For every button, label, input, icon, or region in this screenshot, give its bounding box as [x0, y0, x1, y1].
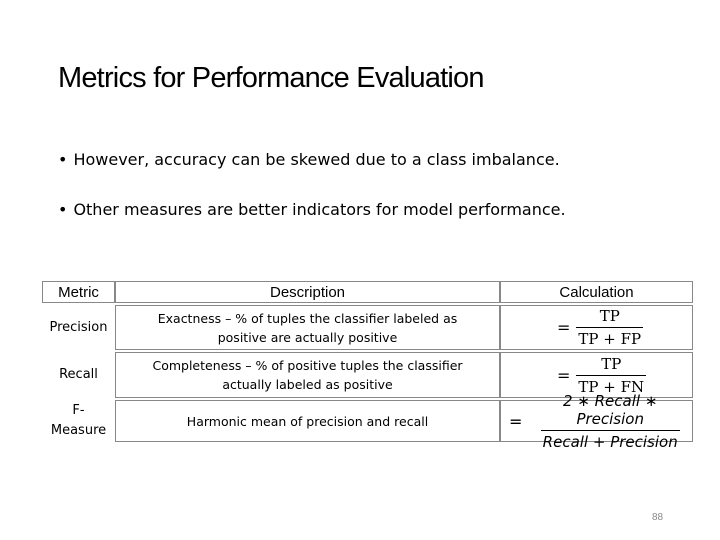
fraction: [576, 307, 643, 348]
metric-f-measure-line1: F-: [72, 403, 85, 418]
header-description: Description: [115, 281, 500, 303]
bullet-icon: •: [58, 200, 68, 219]
equals-sign: =: [557, 318, 571, 337]
denominator: Recall + Precision: [541, 430, 680, 451]
bullet-item: [58, 150, 560, 169]
page-number: 88: [652, 512, 664, 523]
f-measure-formula: [509, 392, 692, 451]
bullet-text: However, accuracy can be skewed due to a class imbalance.: [73, 150, 560, 169]
bullet-item: [58, 200, 566, 219]
calculation-precision: [500, 305, 693, 350]
calculation-f-measure: [500, 391, 693, 451]
header-calculation: Calculation: [500, 281, 693, 303]
numerator: TP: [601, 354, 622, 373]
numerator: TP: [599, 307, 620, 325]
denominator: TP + FP: [576, 327, 643, 348]
metric-recall: Recall: [42, 352, 115, 398]
bullet-icon: •: [58, 150, 68, 169]
precision-formula: [557, 307, 643, 348]
denominator: TP + FN: [576, 375, 646, 396]
fraction: [528, 392, 692, 451]
description-recall: Completeness – % of positive tuples the classifier actually labeled as positive: [115, 352, 500, 398]
numerator: 2 ∗ Recall ∗ Precision: [562, 391, 658, 428]
description-precision: Exactness – % of tuples the classifier labeled as positive are actually positive: [115, 305, 500, 350]
fraction: [576, 355, 646, 396]
slide-title: Metrics for Performance Evaluation: [58, 62, 484, 94]
metric-f-measure-line2: Measure: [50, 423, 107, 438]
description-f-measure: Harmonic mean of precision and recall: [115, 400, 500, 442]
metric-precision: Precision: [42, 305, 115, 350]
header-metric: Metric: [42, 281, 115, 303]
bullet-text: Other measures are better indicators for model performance.: [73, 200, 566, 219]
metric-f-measure: [42, 400, 115, 442]
recall-formula: [557, 355, 646, 396]
equals-sign: =: [509, 411, 523, 431]
equals-sign: =: [557, 365, 571, 385]
